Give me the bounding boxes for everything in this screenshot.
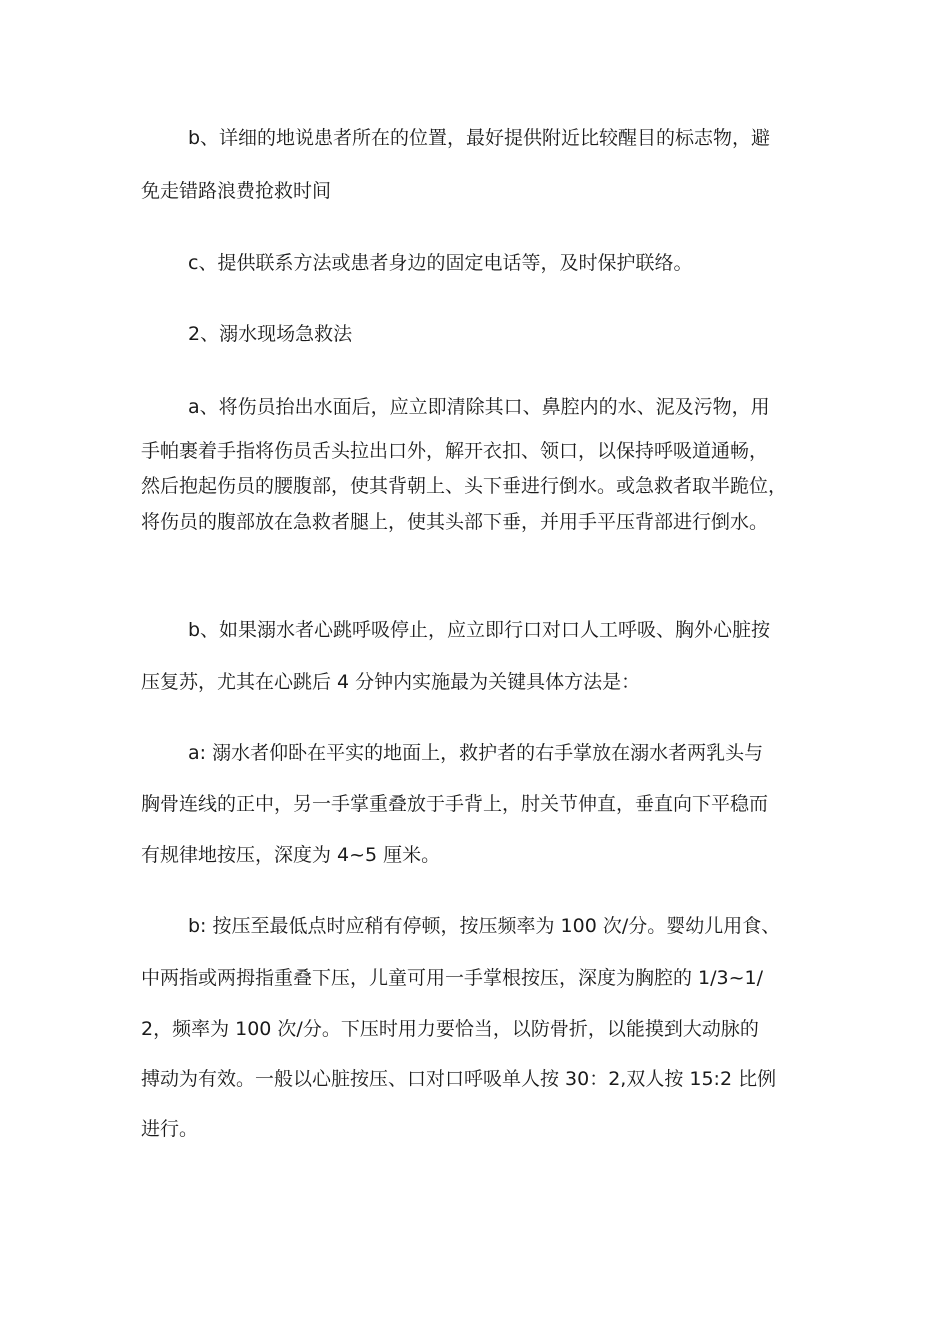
paragraph-a-compress-position [141,741,831,867]
text-line: b、详细的地说患者所在的位置，最好提供附近比较醒目的标志物，避 [188,127,771,149]
paragraph-b-compress-rate [141,914,831,1141]
text-line: 免走错路浪费抢救时间 [141,180,332,202]
text-line: 中两指或两拇指重叠下压，儿童可用一手掌根按压，深度为胸腔的 1/3~1/ [141,967,764,989]
text-line: 2，频率为 100 次/分。下压时用力要恰当，以防骨折，以能摸到大动脉的 [141,1018,759,1040]
text-line: b、如果溺水者心跳呼吸停止，应立即行口对口人工呼吸、胸外心脏按 [188,619,771,641]
text-line: 搏动为有效。一般以心脏按压、口对口呼吸单人按 30：2,双人按 15:2 比例 [141,1068,777,1090]
text-line: a: 溺水者仰卧在平实的地面上，救护者的右手掌放在溺水者两乳头与 [188,742,764,764]
paragraph-b-cpr [141,618,831,694]
section-heading-drowning [141,322,831,346]
text-line: 然后抱起伤员的腰腹部，使其背朝上、头下垂进行倒水。或急救者取半跪位， [141,475,788,497]
text-line: 将伤员的腹部放在急救者腿上，使其头部下垂，并用手平压背部进行倒水。 [141,511,769,533]
text-line: 压复苏，尤其在心跳后 4 分钟内实施最为关键具体方法是： [141,671,641,693]
text-line: 手帕裹着手指将伤员舌头拉出口外，解开衣扣、领口，以保持呼吸道通畅， [141,440,769,462]
text-line: 有规律地按压，深度为 4~5 厘米。 [141,844,441,866]
text-line: a、将伤员抬出水面后，应立即清除其口、鼻腔内的水、泥及污物，用 [188,396,770,418]
text-line: c、提供联系方法或患者身边的固定电话等，及时保护联络。 [188,252,693,274]
paragraph-c-contact [141,251,831,275]
text-line: 进行。 [141,1118,199,1140]
text-line: b: 按压至最低点时应稍有停顿，按压频率为 100 次/分。婴幼儿用食、 [188,915,781,937]
text-line: 胸骨连线的正中，另一手掌重叠放于手背上，肘关节伸直，垂直向下平稳而 [141,793,769,815]
text-line: 2、溺水现场急救法 [188,323,353,345]
paragraph-b-location [141,126,831,203]
paragraph-a-drain-water [141,395,831,534]
